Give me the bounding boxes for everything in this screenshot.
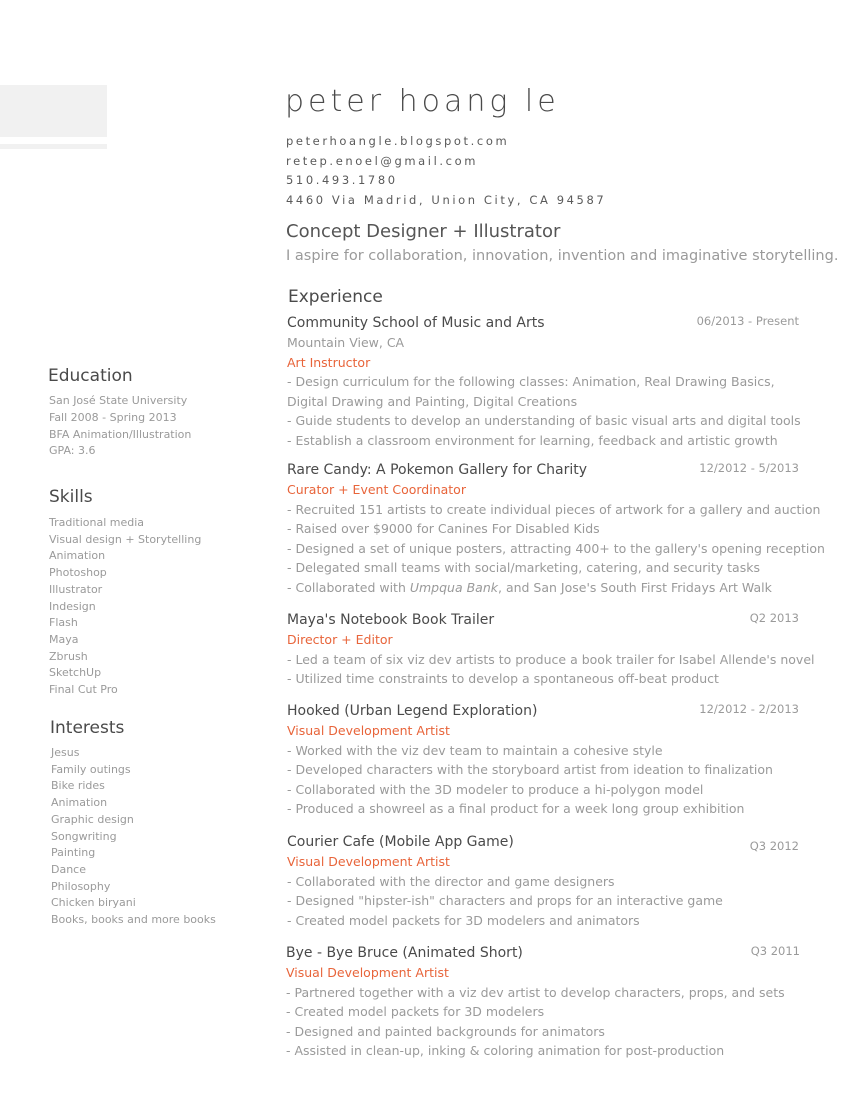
job-bullets (287, 372, 799, 450)
job-date: 06/2013 - Present (696, 314, 799, 328)
interest-item: Jesus (51, 746, 80, 759)
bullet-text: - Collaborated with (287, 579, 410, 595)
contact-phone: 510.493.1780 (286, 173, 398, 187)
job-entry (286, 943, 800, 1061)
job-bullet: - Worked with the viz dev team to maintain a cohesive style (287, 742, 663, 758)
job-bullets (287, 872, 799, 931)
job-title: Hooked (Urban Legend Exploration) (287, 703, 538, 719)
job-role: Visual Development Artist (287, 723, 450, 738)
skill-item: Flash (49, 616, 78, 630)
contact-email: retep.enoel@gmail.com (286, 153, 479, 168)
skills-list (49, 515, 201, 699)
education-item: Fall 2008 - Spring 2013 (49, 410, 177, 424)
job-bullets (286, 983, 800, 1061)
job-bullet: - Design curriculum for the following classes: Animation, Real Drawing Basics, Digital Drawing and Painting, Digital Creations (287, 374, 775, 409)
education-list (49, 393, 191, 460)
bullet-emphasis: Umpqua Bank (409, 579, 498, 595)
job-bullet: - Delegated small teams with social/marketing, catering, and security tasks (287, 560, 760, 575)
interest-item: Dance (51, 862, 86, 876)
job-entry (287, 313, 799, 450)
headline-motto: I aspire for collaboration, innovation, invention and imaginative storytelling. (286, 248, 839, 264)
skill-item: Maya (49, 632, 79, 646)
contact-address: 4460 Via Madrid, Union City, CA 94587 (286, 192, 607, 207)
skills-title: Skills (49, 487, 93, 507)
education-title: Education (48, 366, 133, 386)
skill-item: Indesign (49, 599, 96, 613)
bullet-text: , and San Jose's South First Fridays Art Walk (498, 579, 772, 595)
job-title: Maya's Notebook Book Trailer (287, 612, 495, 628)
job-role: Curator + Event Coordinator (287, 482, 466, 497)
interest-item: Graphic design (51, 812, 134, 826)
job-entry (287, 701, 799, 819)
job-bullets (287, 650, 815, 689)
interest-item: Philosophy (51, 879, 111, 893)
job-role: Visual Development Artist (286, 965, 449, 980)
job-entry (287, 832, 799, 930)
job-bullet: - Assisted in clean-up, inking & coloring animation for post-production (286, 1043, 725, 1058)
job-bullet: - Developed characters with the storyboard artist from ideation to finalization (287, 762, 773, 777)
interest-item: Painting (51, 846, 96, 860)
job-bullet: - Created model packets for 3D modelers (286, 1004, 545, 1019)
skill-item: Traditional media (49, 516, 145, 529)
education-item: San José State University (49, 394, 188, 407)
job-bullet: - Recruited 151 artists to create individual pieces of artwork for a gallery and auction (287, 501, 821, 517)
job-bullet: - Created model packets for 3D modelers and animators (287, 912, 640, 928)
skill-item: Animation (49, 549, 106, 563)
job-bullet: - Designed a set of unique posters, attracting 400+ to the gallery's opening reception (287, 540, 825, 556)
job-title: Courier Cafe (Mobile App Game) (287, 834, 514, 850)
skill-item: Illustrator (49, 582, 103, 596)
job-title: Community School of Music and Arts (287, 315, 545, 331)
interest-item: Books, books and more books (51, 913, 216, 927)
experience-title: Experience (288, 287, 383, 307)
job-title: Bye - Bye Bruce (Animated Short) (286, 945, 523, 961)
interest-item: Songwriting (51, 829, 117, 843)
job-role: Art Instructor (287, 354, 371, 370)
job-bullet (287, 578, 799, 598)
headline-role: Concept Designer + Illustrator (286, 221, 561, 242)
contact-info (286, 132, 606, 210)
decorative-block (0, 85, 107, 137)
job-role: Visual Development Artist (287, 854, 450, 869)
education-item: BFA Animation/Illustration (49, 427, 192, 441)
job-bullet: - Raised over $9000 for Canines For Disabled Kids (287, 521, 600, 536)
job-bullet: - Designed "hipster-ish" characters and props for an interactive game (287, 893, 723, 908)
job-entry (287, 610, 815, 689)
job-date: Q3 2011 (750, 944, 800, 958)
job-bullet: - Guide students to develop an understanding of basic visual arts and digital tools (287, 413, 801, 428)
job-bullet: - Utilized time constraints to develop a spontaneous off-beat product (287, 671, 719, 686)
job-date: 12/2012 - 5/2013 (699, 461, 799, 475)
job-location: Mountain View, CA (287, 335, 405, 350)
job-bullet: - Establish a classroom environment for learning, feedback and artistic growth (287, 432, 778, 448)
skill-item: Photoshop (49, 566, 107, 580)
job-bullet: - Partnered together with a viz dev artist to develop characters, props, and sets (286, 984, 785, 1000)
job-date: 12/2012 - 2/2013 (699, 702, 799, 716)
interests-list (51, 745, 216, 929)
interest-item: Family outings (51, 762, 131, 776)
job-role: Director + Editor (287, 632, 393, 647)
job-bullet: - Designed and painted backgrounds for animators (286, 1023, 605, 1039)
job-entry (287, 460, 825, 597)
education-item: GPA: 3.6 (49, 444, 96, 458)
job-bullet: - Collaborated with the director and game designers (287, 873, 615, 889)
decorative-line (0, 144, 107, 149)
job-date: Q3 2012 (749, 839, 799, 853)
job-bullets (287, 741, 799, 819)
contact-blog: peterhoangle.blogspot.com (286, 134, 510, 148)
interest-item: Animation (51, 796, 108, 810)
resume-name: peter hoang le (285, 84, 560, 119)
job-title: Rare Candy: A Pokemon Gallery for Charity (287, 462, 588, 478)
job-bullets (287, 500, 825, 598)
job-bullet: - Collaborated with the 3D modeler to produce a hi-polygon model (287, 781, 704, 797)
skill-item: SketchUp (49, 666, 102, 680)
skill-item: Visual design + Storytelling (49, 532, 202, 546)
job-date: Q2 2013 (749, 611, 799, 625)
interest-item: Bike rides (51, 779, 105, 793)
job-bullet: - Produced a showreel as a final product for a week long group exhibition (287, 801, 745, 816)
job-bullet: - Led a team of six viz dev artists to produce a book trailer for Isabel Allende's novel (287, 651, 815, 667)
interest-item: Chicken biryani (51, 896, 136, 910)
interests-title: Interests (50, 718, 125, 738)
skill-item: Final Cut Pro (49, 683, 118, 697)
skill-item: Zbrush (49, 649, 88, 663)
